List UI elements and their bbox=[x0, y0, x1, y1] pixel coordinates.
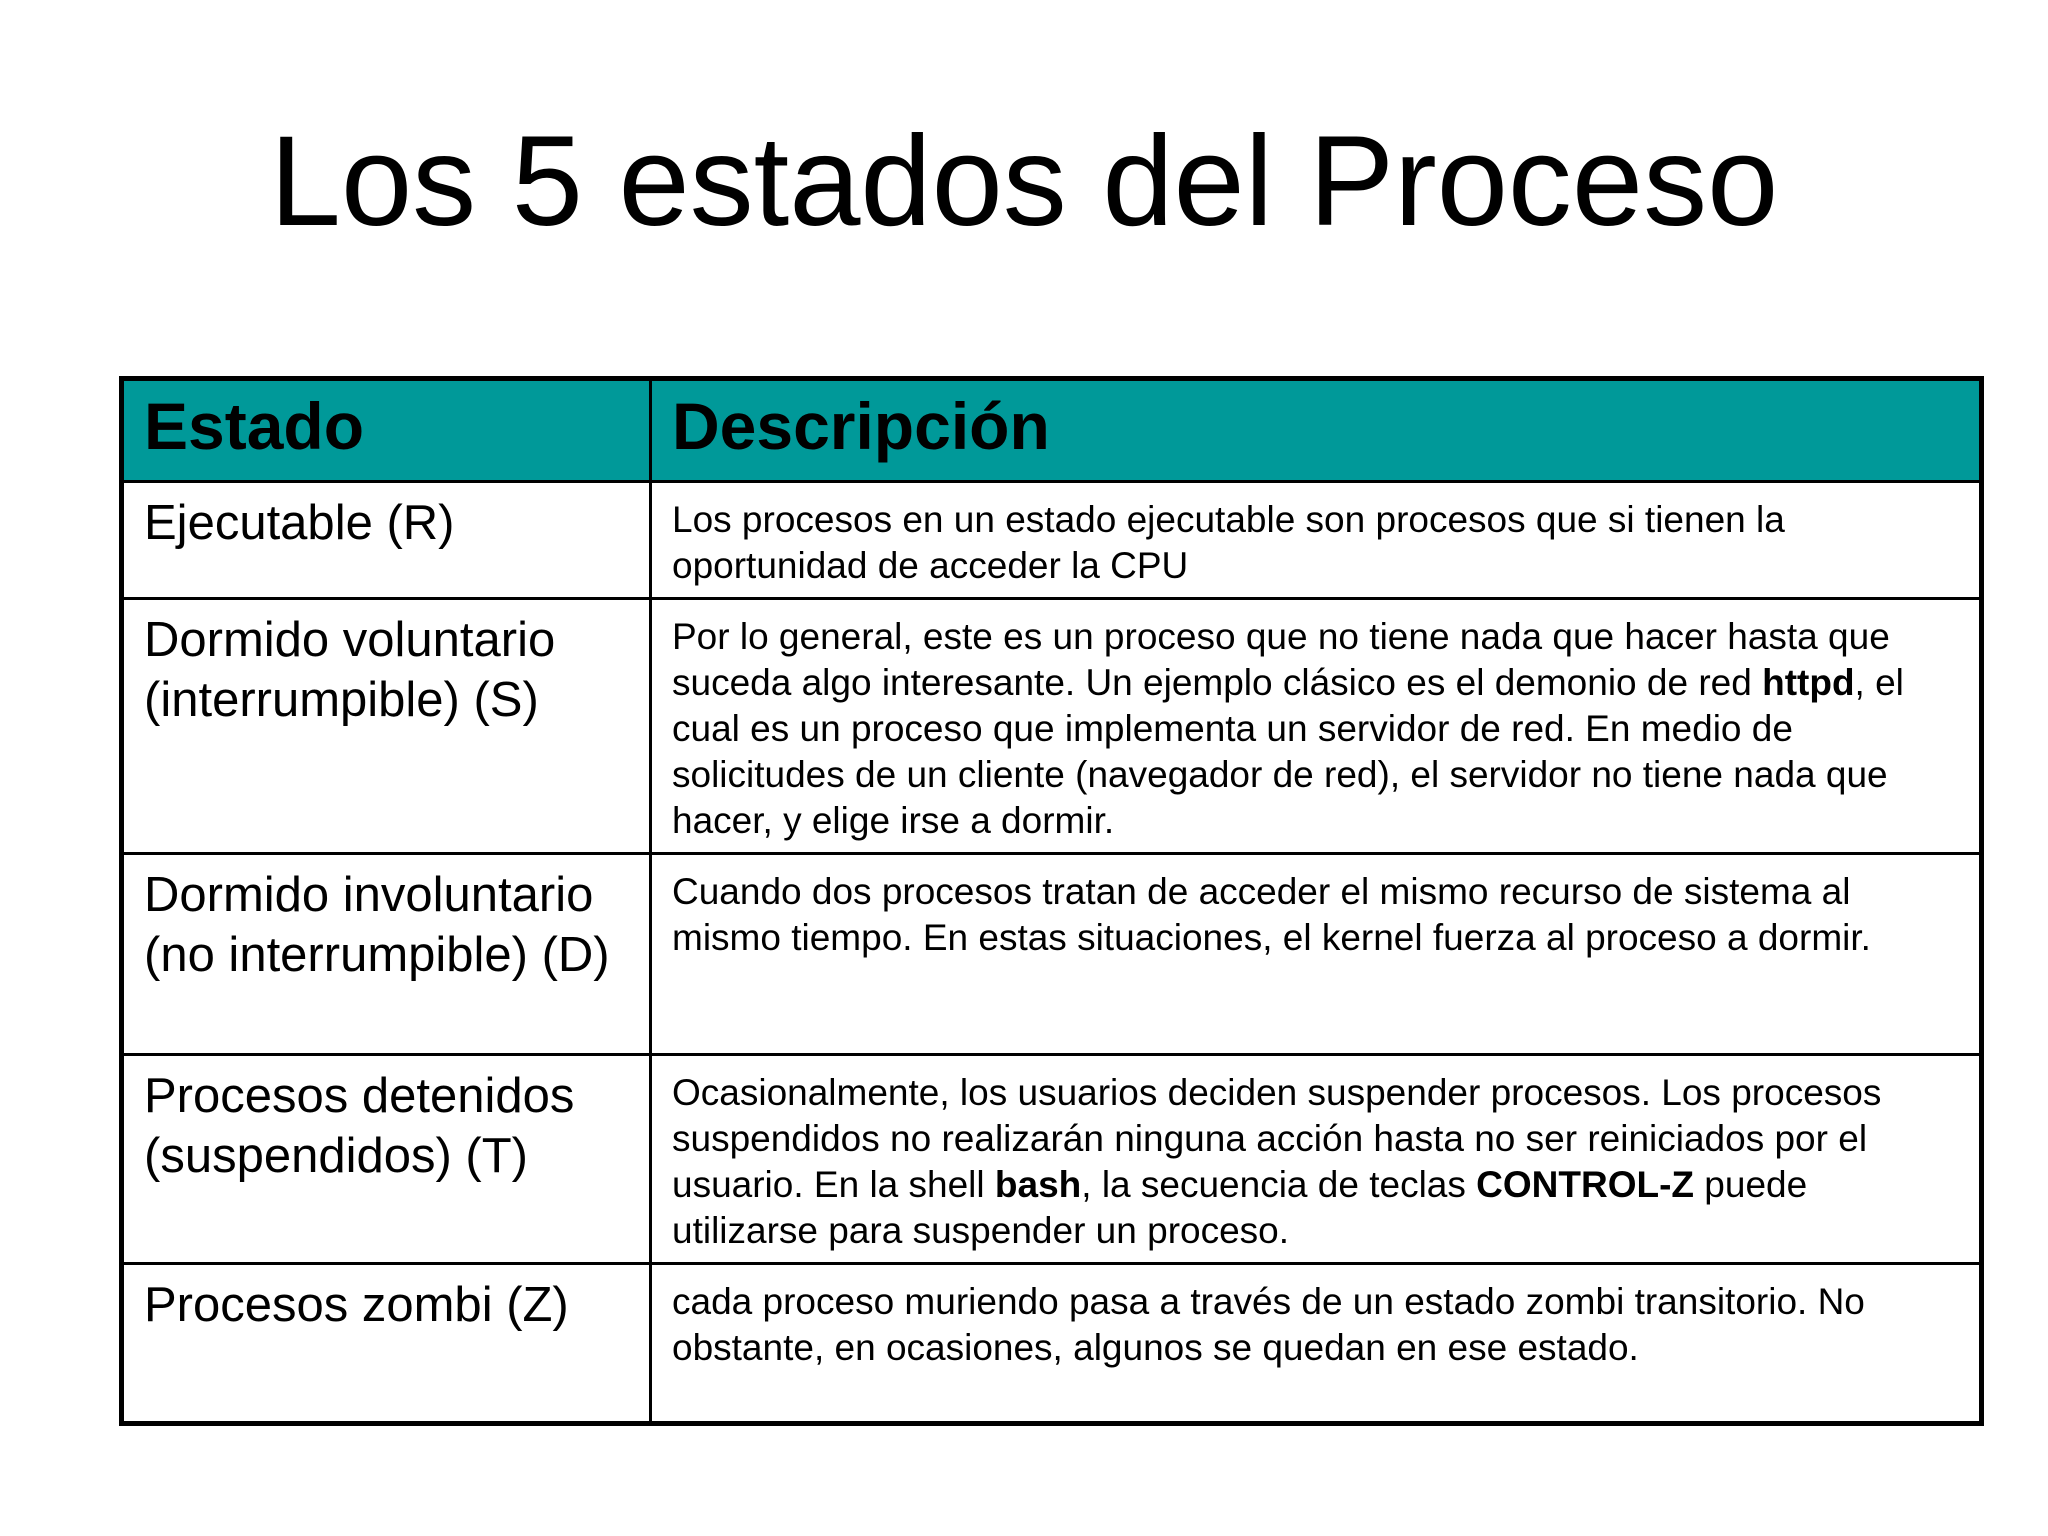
description-text: Cuando dos procesos tratan de acceder el mismo recurso de sistema al mismo tiempo. En estas situaciones, el kernel fuerza al proceso a dormir. bbox=[672, 871, 1871, 958]
slide-title: Los 5 estados del Proceso bbox=[269, 110, 1779, 253]
header-descripcion: Descripción bbox=[651, 379, 1982, 482]
description-text: , el cual es un proceso que implementa un servidor de red. En medio de solicitudes de un cliente (navegador de red), el servidor no tiene nada que hacer, y elige irse a dormir. bbox=[672, 662, 1904, 841]
description-text: Los procesos en un estado ejecutable son procesos que si tienen la oportunidad de acceder la CPU bbox=[672, 499, 1785, 586]
shell-name: bash bbox=[994, 1164, 1082, 1205]
state-description bbox=[651, 599, 1982, 854]
key-sequence: CONTROL-Z bbox=[1476, 1164, 1695, 1205]
state-description bbox=[651, 482, 1982, 599]
state-description bbox=[651, 1264, 1982, 1424]
state-description bbox=[651, 1055, 1982, 1264]
state-name: Procesos detenidos (suspendidos) (T) bbox=[122, 1055, 651, 1264]
description-text: puede utilizarse para suspender un proceso. bbox=[672, 1164, 1808, 1251]
table-row bbox=[122, 854, 1982, 1055]
command-name: httpd bbox=[1762, 662, 1855, 703]
state-name: Ejecutable (R) bbox=[122, 482, 651, 599]
state-description bbox=[651, 854, 1982, 1055]
state-name: Dormido voluntario (interrumpible) (S) bbox=[122, 599, 651, 854]
table-row bbox=[122, 1055, 1982, 1264]
table-row bbox=[122, 482, 1982, 599]
state-name: Dormido involuntario (no interrumpible) (D) bbox=[122, 854, 651, 1055]
header-estado: Estado bbox=[122, 379, 651, 482]
table-row bbox=[122, 599, 1982, 854]
process-states-table bbox=[119, 376, 1984, 1426]
description-text: Por lo general, este es un proceso que no tiene nada que hacer hasta que suceda algo interesante. Un ejemplo clásico es el demonio de red bbox=[672, 616, 1890, 703]
table-row bbox=[122, 1264, 1982, 1424]
description-text: cada proceso muriendo pasa a través de un estado zombi transitorio. No obstante, en ocasiones, algunos se quedan en ese estado. bbox=[672, 1281, 1865, 1368]
state-name: Procesos zombi (Z) bbox=[122, 1264, 651, 1424]
table-header-row bbox=[122, 379, 1982, 482]
description-text: , la secuencia de teclas bbox=[1081, 1164, 1477, 1205]
description-text: Ocasionalmente, los usuarios deciden suspender procesos. Los procesos suspendidos no realizarán ninguna acción hasta no ser reiniciados por el usuario. En la shell bbox=[672, 1072, 1882, 1205]
